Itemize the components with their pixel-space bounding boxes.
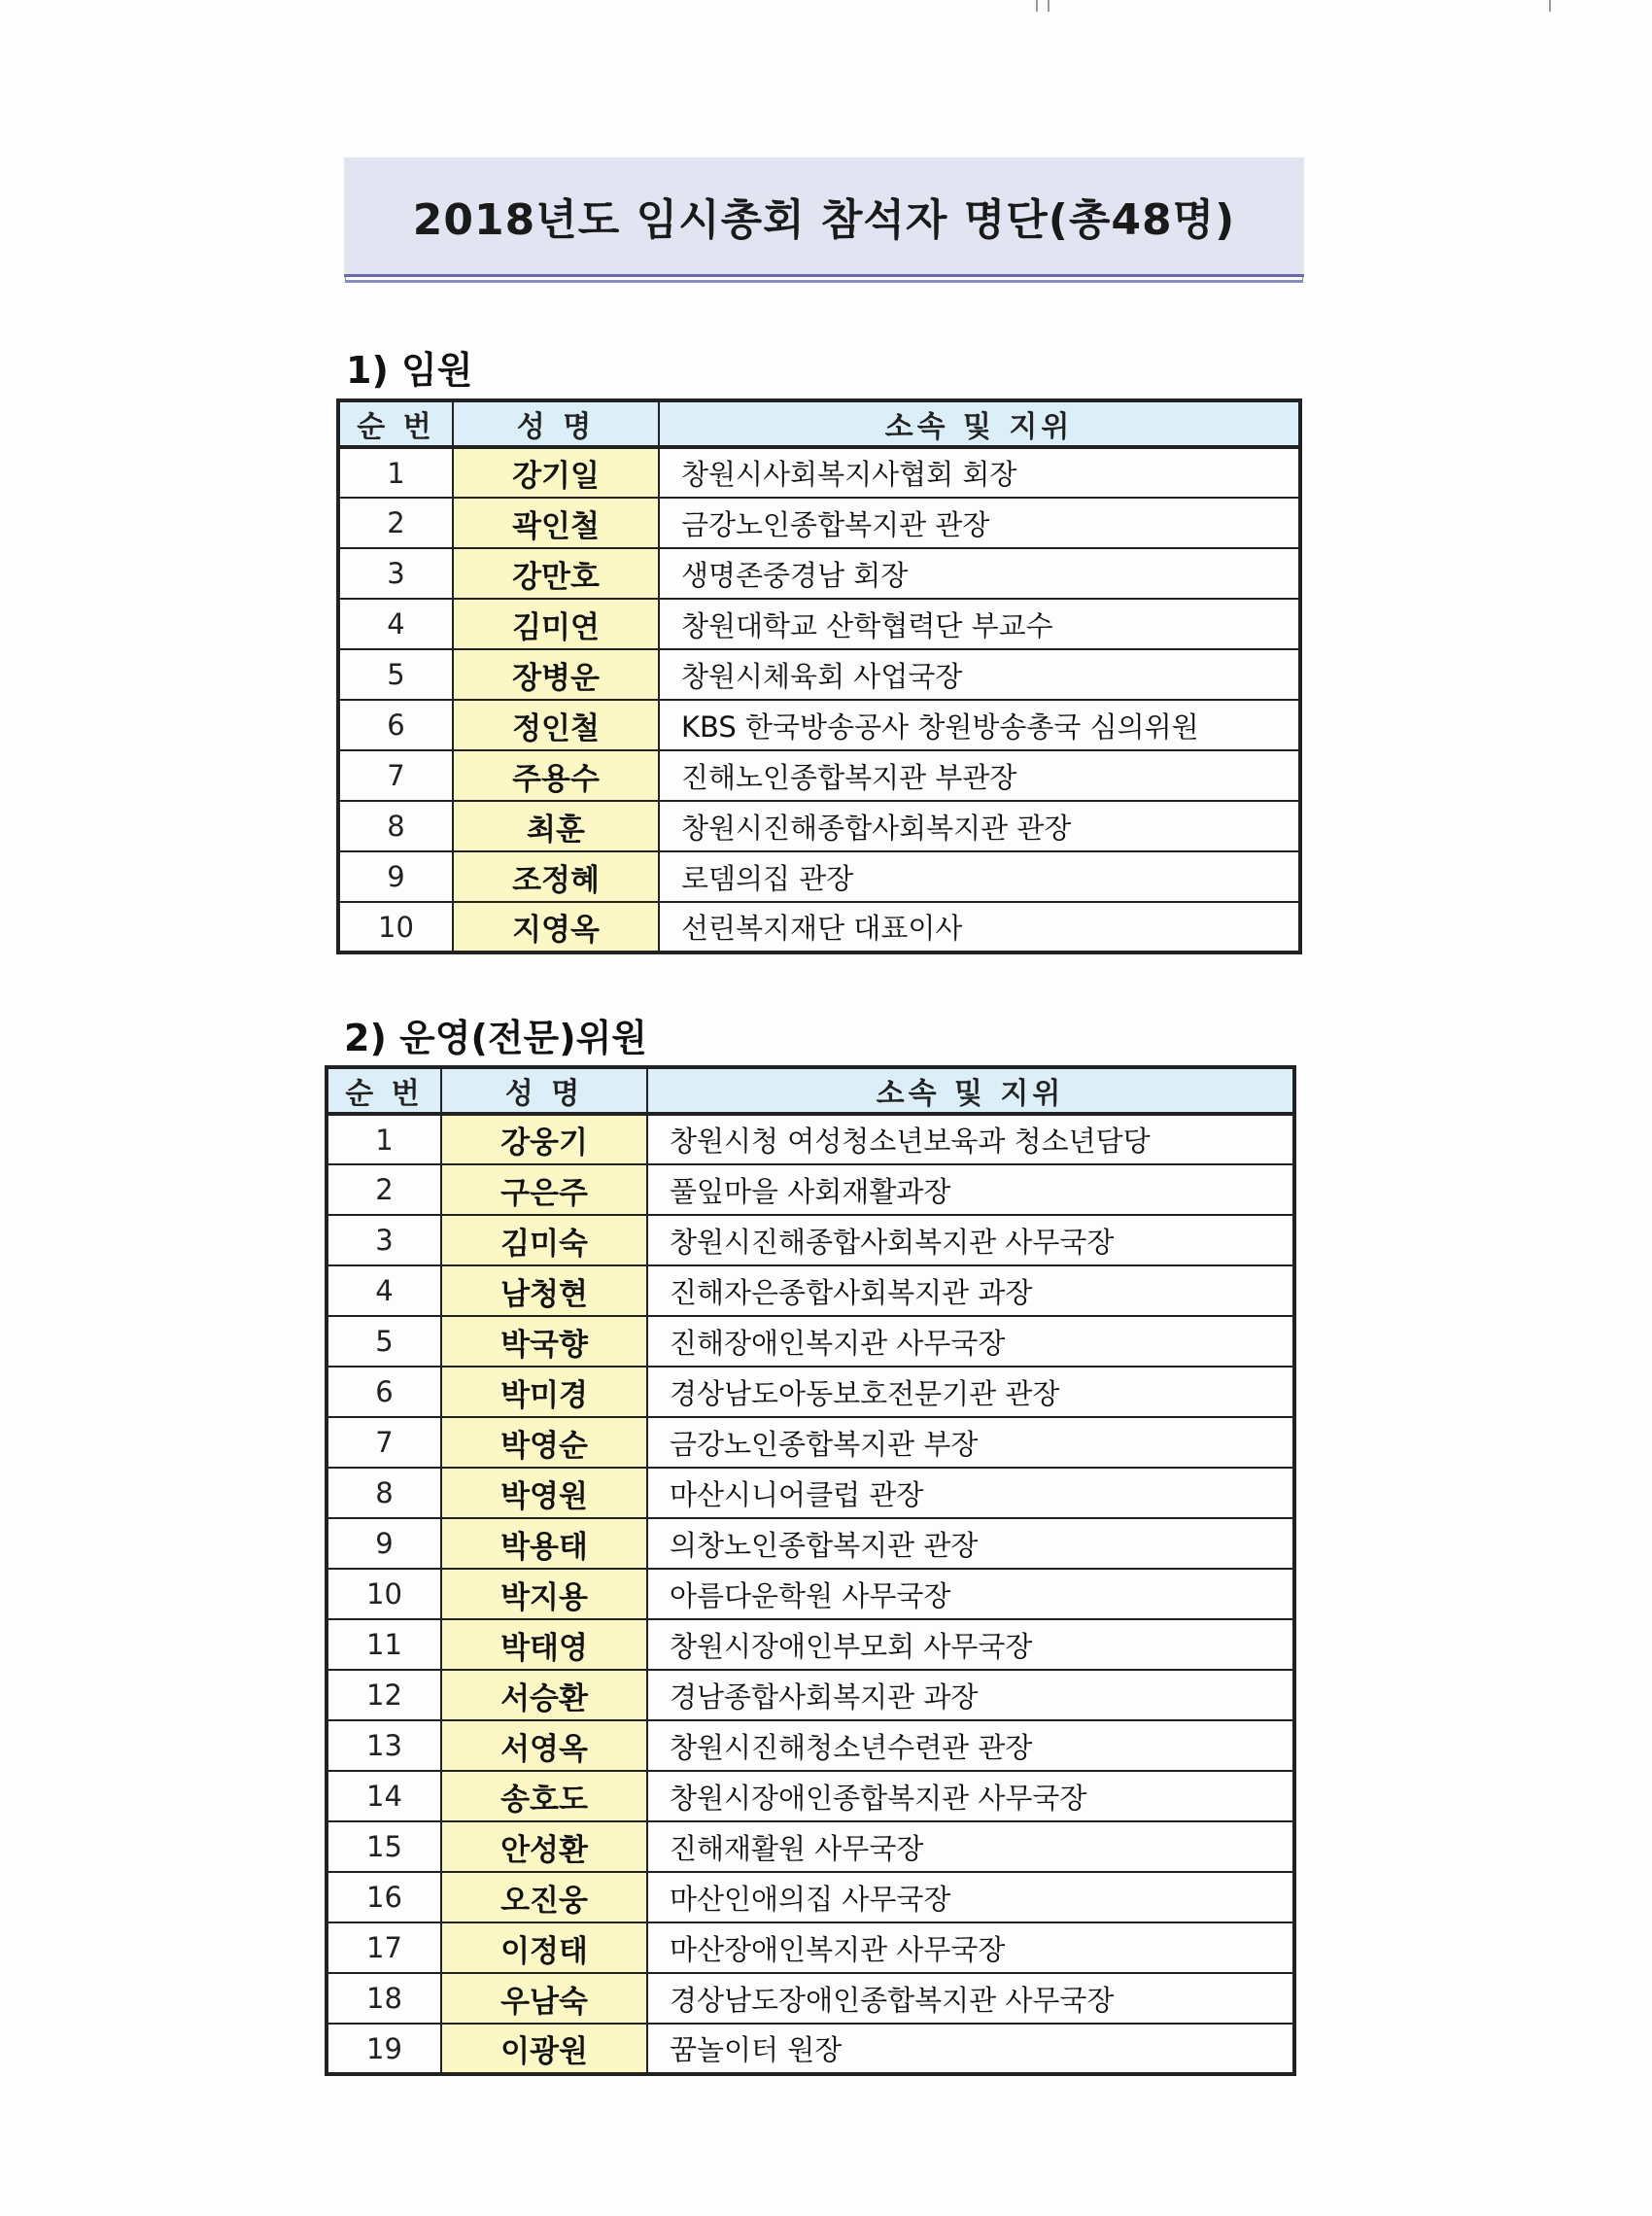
row-number: 12 <box>327 1670 441 1720</box>
row-number: 2 <box>338 498 453 548</box>
row-number: 10 <box>338 902 453 952</box>
member-name: 박국향 <box>441 1316 647 1367</box>
scan-mark <box>1036 0 1038 12</box>
member-affiliation: 창원시사회복지사협회 회장 <box>659 447 1300 498</box>
row-number: 11 <box>327 1619 441 1670</box>
member-name: 박지용 <box>441 1569 647 1619</box>
member-name: 최훈 <box>453 801 659 851</box>
row-number: 6 <box>338 700 453 750</box>
table-header-row <box>338 400 1300 447</box>
header-name: 성 명 <box>453 400 659 447</box>
member-affiliation: 진해자은종합사회복지관 과장 <box>647 1265 1294 1316</box>
row-number: 7 <box>327 1417 441 1468</box>
table-row <box>327 1922 1294 1973</box>
member-affiliation: KBS 한국방송공사 창원방송총국 심의위원 <box>659 700 1300 750</box>
table-row <box>327 1265 1294 1316</box>
member-affiliation: 아름다운학원 사무국장 <box>647 1569 1294 1619</box>
table-row <box>327 1114 1294 1164</box>
member-name: 강기일 <box>453 447 659 498</box>
row-number: 5 <box>338 649 453 700</box>
header-no: 순 번 <box>338 400 453 447</box>
member-name: 이광원 <box>441 2024 647 2074</box>
member-name: 박용태 <box>441 1518 647 1569</box>
table-row <box>338 700 1300 750</box>
member-name: 구은주 <box>441 1164 647 1215</box>
section-heading-officers: 1) 임원 <box>346 349 473 392</box>
row-number: 18 <box>327 1973 441 2024</box>
committee-table <box>325 1065 1296 2076</box>
member-name: 김미숙 <box>441 1215 647 1265</box>
member-affiliation: 경상남도아동보호전문기관 관장 <box>647 1367 1294 1417</box>
member-affiliation: 금강노인종합복지관 관장 <box>659 498 1300 548</box>
member-affiliation: 꿈놀이터 원장 <box>647 2024 1294 2074</box>
member-affiliation: 창원시장애인종합복지관 사무국장 <box>647 1771 1294 1821</box>
title-banner <box>344 157 1304 277</box>
member-affiliation: 창원시진해종합사회복지관 관장 <box>659 801 1300 851</box>
table-row <box>327 1316 1294 1367</box>
table-row <box>338 801 1300 851</box>
header-affiliation: 소속 및 지위 <box>659 400 1300 447</box>
table-header-row <box>327 1067 1294 1114</box>
row-number: 8 <box>338 801 453 851</box>
table-row <box>338 548 1300 599</box>
member-affiliation: 로뎀의집 관장 <box>659 851 1300 902</box>
member-name: 지영옥 <box>453 902 659 952</box>
member-name: 오진웅 <box>441 1872 647 1922</box>
table-row <box>338 649 1300 700</box>
member-name: 서승환 <box>441 1670 647 1720</box>
table-row <box>327 1973 1294 2024</box>
member-name: 곽인철 <box>453 498 659 548</box>
row-number: 6 <box>327 1367 441 1417</box>
table-row <box>327 1569 1294 1619</box>
table-row <box>327 1670 1294 1720</box>
row-number: 3 <box>338 548 453 599</box>
row-number: 13 <box>327 1720 441 1771</box>
table-row <box>327 1619 1294 1670</box>
table-row <box>338 498 1300 548</box>
row-number: 4 <box>327 1265 441 1316</box>
table-row <box>338 750 1300 801</box>
header-affiliation: 소속 및 지위 <box>647 1067 1294 1114</box>
header-no: 순 번 <box>327 1067 441 1114</box>
member-name: 안성환 <box>441 1821 647 1872</box>
row-number: 9 <box>338 851 453 902</box>
row-number: 16 <box>327 1872 441 1922</box>
table-row <box>327 1720 1294 1771</box>
member-affiliation: 생명존중경남 회장 <box>659 548 1300 599</box>
member-name: 강만호 <box>453 548 659 599</box>
member-affiliation: 창원시진해청소년수련관 관장 <box>647 1720 1294 1771</box>
row-number: 8 <box>327 1468 441 1518</box>
member-name: 송호도 <box>441 1771 647 1821</box>
scan-mark <box>1549 0 1551 12</box>
table-row <box>338 851 1300 902</box>
member-name: 김미연 <box>453 599 659 649</box>
member-name: 박미경 <box>441 1367 647 1417</box>
table-row <box>327 1215 1294 1265</box>
member-affiliation: 진해장애인복지관 사무국장 <box>647 1316 1294 1367</box>
member-name: 박영원 <box>441 1468 647 1518</box>
member-affiliation: 창원시청 여성청소년보육과 청소년담당 <box>647 1114 1294 1164</box>
member-affiliation: 의창노인종합복지관 관장 <box>647 1518 1294 1569</box>
member-name: 이정태 <box>441 1922 647 1973</box>
member-affiliation: 마산시니어클럽 관장 <box>647 1468 1294 1518</box>
member-affiliation: 선린복지재단 대표이사 <box>659 902 1300 952</box>
table-row <box>327 1468 1294 1518</box>
member-affiliation: 진해재활원 사무국장 <box>647 1821 1294 1872</box>
member-affiliation: 경남종합사회복지관 과장 <box>647 1670 1294 1720</box>
member-affiliation: 진해노인종합복지관 부관장 <box>659 750 1300 801</box>
member-affiliation: 금강노인종합복지관 부장 <box>647 1417 1294 1468</box>
row-number: 5 <box>327 1316 441 1367</box>
member-affiliation: 마산장애인복지관 사무국장 <box>647 1922 1294 1973</box>
page-title: 2018년도 임시총회 참석자 명단(총48명) <box>412 195 1236 245</box>
member-affiliation: 창원시장애인부모회 사무국장 <box>647 1619 1294 1670</box>
row-number: 4 <box>338 599 453 649</box>
member-name: 강웅기 <box>441 1114 647 1164</box>
member-name: 박태영 <box>441 1619 647 1670</box>
table-row <box>327 2024 1294 2074</box>
member-affiliation: 창원시체육회 사업국장 <box>659 649 1300 700</box>
member-name: 주용수 <box>453 750 659 801</box>
header-name: 성 명 <box>441 1067 647 1114</box>
section-heading-committee: 2) 운영(전문)위원 <box>344 1017 648 1059</box>
member-affiliation: 창원대학교 산학협력단 부교수 <box>659 599 1300 649</box>
member-name: 장병운 <box>453 649 659 700</box>
table-row <box>338 447 1300 498</box>
table-row <box>338 902 1300 952</box>
table-row <box>327 1417 1294 1468</box>
table-row <box>327 1872 1294 1922</box>
row-number: 10 <box>327 1569 441 1619</box>
row-number: 14 <box>327 1771 441 1821</box>
member-name: 정인철 <box>453 700 659 750</box>
table-row <box>327 1164 1294 1215</box>
member-name: 조정혜 <box>453 851 659 902</box>
table-row <box>327 1518 1294 1569</box>
member-name: 박영순 <box>441 1417 647 1468</box>
member-name: 남청현 <box>441 1265 647 1316</box>
row-number: 2 <box>327 1164 441 1215</box>
row-number: 7 <box>338 750 453 801</box>
member-affiliation: 풀잎마을 사회재활과장 <box>647 1164 1294 1215</box>
table-row <box>327 1367 1294 1417</box>
row-number: 1 <box>338 447 453 498</box>
member-affiliation: 창원시진해종합사회복지관 사무국장 <box>647 1215 1294 1265</box>
row-number: 15 <box>327 1821 441 1872</box>
officers-table <box>336 398 1302 954</box>
row-number: 19 <box>327 2024 441 2074</box>
table-row <box>327 1821 1294 1872</box>
row-number: 1 <box>327 1114 441 1164</box>
row-number: 17 <box>327 1922 441 1973</box>
row-number: 3 <box>327 1215 441 1265</box>
row-number: 9 <box>327 1518 441 1569</box>
member-name: 우남숙 <box>441 1973 647 2024</box>
scan-mark <box>1048 0 1050 12</box>
member-affiliation: 경상남도장애인종합복지관 사무국장 <box>647 1973 1294 2024</box>
member-affiliation: 마산인애의집 사무국장 <box>647 1872 1294 1922</box>
table-row <box>327 1771 1294 1821</box>
table-row <box>338 599 1300 649</box>
member-name: 서영옥 <box>441 1720 647 1771</box>
